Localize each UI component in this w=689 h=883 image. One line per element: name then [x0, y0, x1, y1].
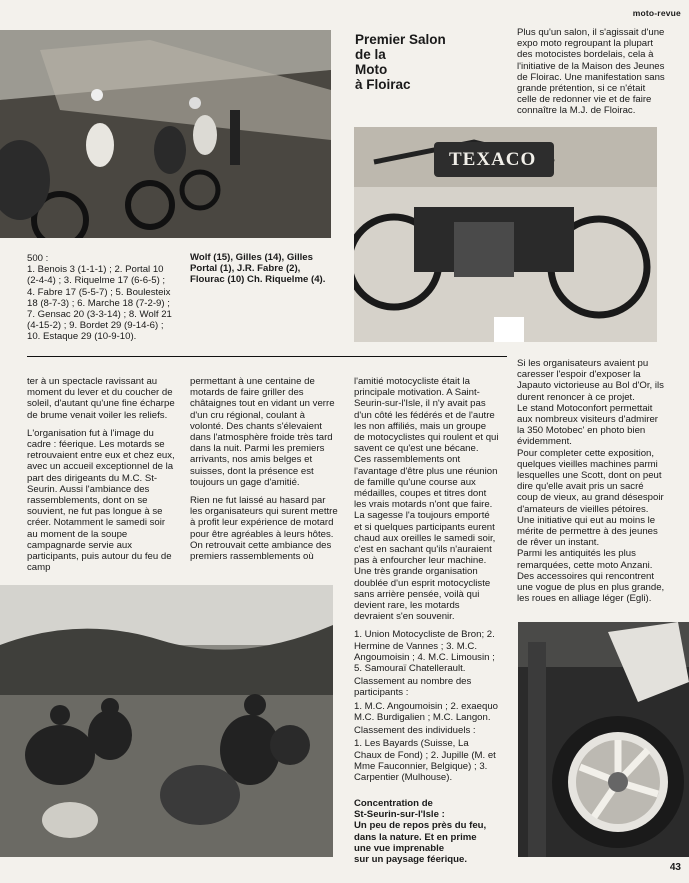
paragraph: Une très grande organisation doublée d'un esprit motocycliste sans arrière pensée, voilà qui devient rare, les motards devraient s'en souvenir.: [354, 566, 491, 623]
salon-title: [355, 32, 446, 92]
caption-line: dans la nature. Et en prime: [354, 831, 477, 843]
salon-title-line: de la: [355, 47, 386, 62]
article-column-2: [190, 376, 340, 569]
paragraph: l'amitié motocycliste était la principale motivation. A Saint-Seurin-sur-l'Isle, il n'y avait pas d'un côté les fédérés et de l'autre les non affiliés, mais un groupe de motocyclistes qui roulent et qui savent ce qu'est une bécane.: [354, 376, 499, 455]
caption-line: St-Seurin-sur-l'Isle :: [354, 809, 445, 821]
caption-line: Concentration de: [354, 798, 433, 809]
result-line: Classement au nombre des participants :: [354, 676, 472, 699]
results-points: Wolf (15), Gilles (14), Gilles Portal (1), J.R. Fabre (2), Flourac (10) Ch. Riquelme (4).: [190, 252, 326, 286]
photo-caption: [354, 798, 504, 865]
motocross-photo: [0, 30, 331, 238]
article-column-3: [354, 376, 499, 785]
paragraph: permettant à une centaine de motards de faire griller des châtaignes tout en vidant un verre d'un cru régional, coulant à volonté. Des chants s'élevaient dans l'atmosphère froide très tard dans la nuit. Parmi les premiers arrivants, nos amis belges et suisses, dont la présence est toujours un gage d'amitié.: [190, 376, 335, 488]
article-column-1: [27, 376, 177, 580]
results-500: 500 : 1. Benois 3 (1-1-1) ; 2. Portal 10 (2-4-4) ; 3. Riquelme 17 (6-6-5) ; 4. Fabre 17 (5-5-7) ; 5. Boulesteix 18 (8-7-3) ; 6. Marche 18 (7-2-9) ; 7. Gensac 20 (3-3-14) ; 8. Wolf 21 (4-15-2) ; 9. Bordet 29 (9-14-6) ; 10. Estaque 29 (10-9-10).: [27, 253, 172, 343]
paragraph: Ces rassemblements ont l'avantage d'être plus une réunion de famille qu'une course aux médailles, coupes et titres dont les vrais motards n'ont que faire.: [354, 454, 498, 511]
paragraph: Rien ne fut laissé au hasard par les organisateurs qui surent mettre à profit leur expérience de motard pour être agréables à leurs hôtes. On retrouvait cette ambiance des premiers rassemblements où: [190, 495, 338, 563]
paragraph: Si les organisateurs avaient pu caresser l'espoir d'exposer la Japauto victorieuse au Bol d'Or, ils durent renoncer à ce projet.: [517, 358, 664, 403]
campfire-gathering-photo: [0, 585, 333, 857]
paragraph: Des accessoires qui rencontrent une vogue de plus en plus grande, les roues en alliage léger (Egli).: [517, 570, 665, 605]
article-column-4: [517, 358, 667, 604]
section-divider: [27, 356, 507, 357]
result-line: 1. Les Bayards (Suisse, La Chaux de Fond) ; 2. Jupille (M. et Mme Fauconnier, Belgique) ; 3. Carpentier (Mulhouse).: [354, 738, 496, 783]
section-header: moto-revue: [632, 8, 681, 18]
paragraph: ter à un spectacle ravissant au moment du lever et du coucher de soleil, d'autant qu'une fine écharpe de brume venait voiler les reliefs.: [27, 376, 175, 421]
salon-title-line: Moto: [355, 62, 388, 77]
salon-title-line: Premier Salon: [355, 32, 446, 47]
result-line: Classement des individuels :: [354, 725, 476, 737]
paragraph: Pour completer cette exposition, quelques vieilles machines parmi lesquelles une Scott, dont on peut dire qu'elle avait pris un sacré coup de vieux, au grand désespoir d'amateurs de vieilles pétoires.: [517, 447, 664, 515]
salon-title-line: à Floirac: [355, 77, 411, 92]
alloy-wheel-photo: [518, 622, 689, 857]
texaco-sign: TEXACO: [449, 149, 537, 170]
caption-line: une vue imprenable: [354, 842, 445, 854]
result-line: 1. M.C. Angoumoisin ; 2. exaequo M.C. Burdigalien ; M.C. Langon.: [354, 700, 498, 723]
paragraph: L'organisation fut à l'image du cadre : féerique. Les motards se retrouvaient entre eux et chez eux, avec un accueil exceptionnel de la part des dirigeants du M.C. St-Seurin. Aussi l'ambiance des rassemblements, dont on se souvient, ne fut pas longue à se créer. Notamment le samedi soir au moment de la soupe campagnarde servie aux participants, puis autour du feu de camp: [27, 427, 175, 574]
page-number: 43: [669, 862, 681, 873]
vintage-motorcycle-photo: [354, 127, 657, 342]
club-results: [354, 629, 499, 783]
paragraph: La sagesse l'a toujours emporté et si quelques participants eurent chaud aux oreilles le samedi soir, c'est en sachant qu'ils n'auraient pas à enfourcher leur machine.: [354, 510, 496, 567]
result-line: 1. Union Motocycliste de Bron; 2. Hermine de Vannes ; 3. M.C. Angoumoisin ; 4. M.C. Limousin ; 5. Samouraï Chatellerault.: [354, 629, 495, 675]
paragraph: Parmi les antiquités les plus remarquées, cette moto Anzani.: [517, 548, 653, 571]
salon-intro: Plus qu'un salon, il s'agissait d'une expo moto regroupant la plupart des motocistes bordelais, cela à l'initiative de la Maison des Jeunes de Floirac. Une manifestation sans grande prétention, si ce n'était celle de redonner vie et de faire connaître la M.J. de Floirac.: [517, 27, 665, 117]
caption-line: sur un paysage féerique.: [354, 854, 468, 866]
caption-line: Un peu de repos près du feu,: [354, 820, 487, 832]
paragraph: Une initiative qui eut au moins le mérite de permettre à des jeunes de rêver un instant.: [517, 514, 658, 549]
paragraph: Le stand Motoconfort permettait aux nombreux visiteurs d'admirer la 350 Motobec' en photo bien évidemment.: [517, 402, 658, 448]
